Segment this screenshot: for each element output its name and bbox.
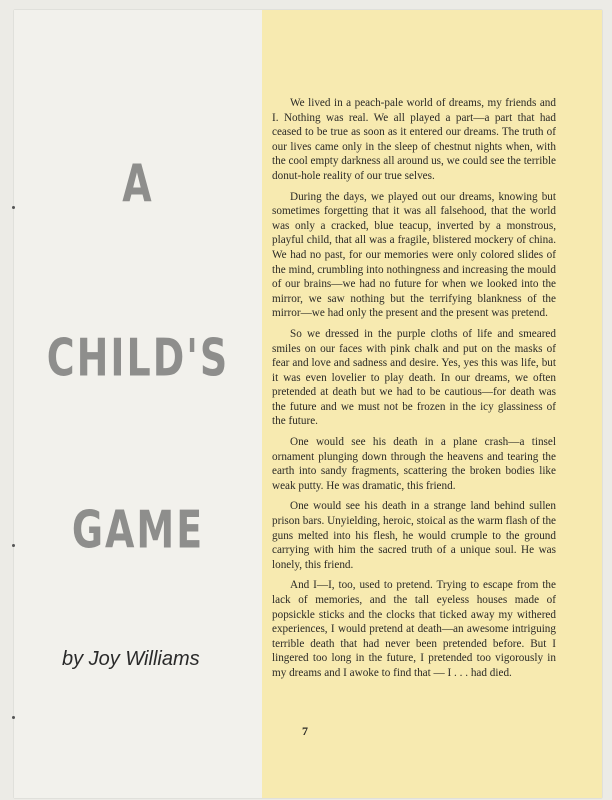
title-line-1: A xyxy=(122,154,154,214)
paragraph: We lived in a peach-pale world of dreams, my friends and I. Nothing was real. We all played a part—a part that had ceased to be true as soon as it entered our dreams. The truth of our lives came only in the sleep of chestnut nights when, with the cool empty darkness all around us, we could see the terrible donut-hole reality of our true selves. xyxy=(272,97,556,182)
page-number: 7 xyxy=(302,724,308,738)
paragraph: One would see his death in a plane crash—a tinsel ornament plunging down through the heavens and tearing the earth into sandy fragments, scattering the broken bodies like weak putty. He was dramatic, this friend. xyxy=(272,436,556,492)
paragraph: One would see his death in a strange land behind sullen prison bars. Unyielding, heroic, stoical as the warm flash of the guns melted into his flesh, he would crumple to the ground carrying with him the sacred truth of a unique soul. He was lonely, this friend. xyxy=(272,500,556,571)
title-line-2: CHILD'S xyxy=(46,328,230,388)
margin-dot xyxy=(12,544,15,547)
paragraph: So we dressed in the purple cloths of life and smeared smiles on our faces with pink chalk and put on the masks of fear and love and sadness and desire. Yes, yes this was life, but it was even lovelier to play death. In our dreams, we often pretended at death but we had to be cautious—for death was the future and we must not be frozen in the icy glassiness of the future. xyxy=(272,327,556,428)
story-text xyxy=(272,96,556,687)
margin-dot xyxy=(12,716,15,719)
byline: by Joy Williams xyxy=(62,648,200,670)
paragraph: During the days, we played out our dreams, knowing but sometimes forgetting that it was all falsehood, that the world was only a cracked, blue teacup, inverted by a monstrous, playful child, that all was a fragile, blistered mockery of china. We had no past, for our memories were only colored slides of the mind, crumbling into nothingness and increasing the mould of our brains—we had no future for when we looked into the mirror, we saw nothing but the terrifying blankness of the mirror—we had only the present and the present was pretend. xyxy=(272,190,556,320)
margin-dot xyxy=(12,206,15,209)
paragraph: And I—I, too, used to pretend. Trying to escape from the lack of memories, and the tall eyeless houses made of popsickle sticks and the clocks that ticked away my withered experiences, I would pretend at death—an awesome intriguing terrible death that had never been pretended before. But I lingered too long in the future, I pretended too vigorously in my dreams and I awoke to find that — I . . . had died. xyxy=(272,579,556,679)
title-line-3: GAME xyxy=(71,500,205,560)
title-column xyxy=(14,10,262,798)
